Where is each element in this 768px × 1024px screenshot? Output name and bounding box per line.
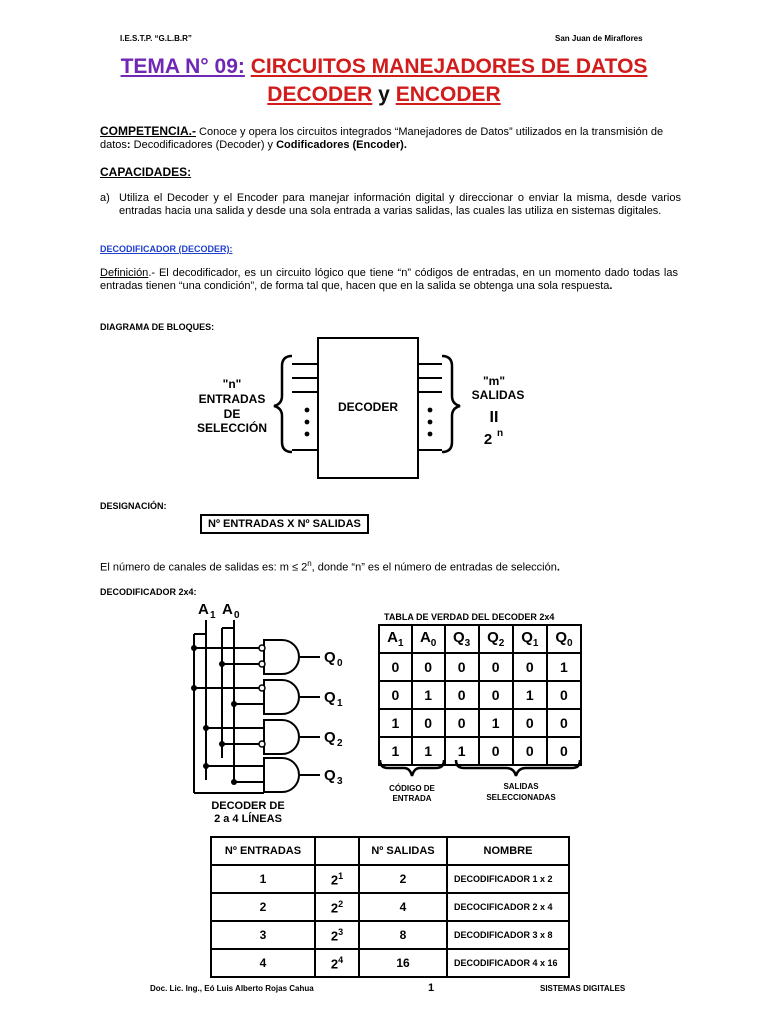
decoder2x4-heading: DECODIFICADOR 2x4: (100, 587, 197, 597)
truth-table-row (379, 709, 581, 737)
block-right-label-m: "m" (482, 374, 506, 388)
title-topic-name: CIRCUITOS MANEJADORES DE DATOS (250, 55, 648, 78)
output-q0-letter: Q (324, 649, 336, 666)
page-title-line2 (0, 80, 768, 110)
truth-table-row (379, 653, 581, 681)
truth-table-header-row (379, 625, 581, 653)
and-gate-q2 (264, 720, 320, 754)
outputs-label (466, 781, 576, 803)
block-left-label-de: DE (223, 407, 241, 421)
title-encoder: ENCODER (395, 83, 501, 106)
inversion-bubble (259, 741, 265, 747)
names-cell-out: 8 (359, 921, 447, 949)
inversion-bubble (259, 685, 265, 691)
names-cell-n: 2 (211, 893, 315, 921)
output-q2-sub: 2 (337, 738, 343, 749)
names-th-nombre: NOMBRE (447, 837, 569, 865)
names-cell-out: 16 (359, 949, 447, 977)
th-q2: $Q_2$ (479, 625, 513, 653)
title-topic-number: TEMA N° 09: (120, 55, 245, 78)
left-brace (274, 356, 292, 452)
cell: 0 (547, 681, 581, 709)
inversion-bubble (259, 661, 265, 667)
inversion-bubble (259, 645, 265, 651)
cell: 0 (479, 737, 513, 765)
block-left-label-n: "n" (222, 377, 242, 391)
block-right-label-exp: n (496, 428, 504, 439)
title-and: y (378, 83, 390, 106)
junction-dot (191, 645, 197, 651)
canales-exp: n (307, 559, 312, 568)
cell: 0 (513, 737, 547, 765)
block-left-label-entradas: ENTRADAS (198, 392, 266, 406)
cell: 1 (479, 709, 513, 737)
truth-table-row (379, 681, 581, 709)
junction-dot (231, 779, 237, 785)
names-cell-name: DECODIFICADOR 1 x 2 (447, 865, 569, 893)
names-table-row (211, 893, 569, 921)
canales-text1: El número de canales de salidas es: m ≤ 2 (100, 561, 308, 574)
canales-text2: , donde “n” es el número de entradas de selección (311, 561, 557, 574)
decoder-box-label: DECODER (337, 400, 399, 414)
cell: 0 (513, 653, 547, 681)
input-a0-letter: A (222, 601, 233, 618)
cell: 0 (412, 709, 445, 737)
definicion-text: .- El decodificador, es un circuito lógico que tiene “n” códigos de entradas, en un momento dado todas las entradas tienen “una condición”, de forma tal que, hacen que en la salida se obtenga una sola respuesta (100, 267, 678, 292)
ellipsis-dot (305, 408, 310, 413)
block-diagram (170, 330, 560, 482)
input-code-brace (380, 760, 444, 776)
block-right-label-salidas: SALIDAS (471, 388, 525, 402)
competencia-text1: Conoce y opera los circuitos integrados “Manejadores de Datos” utilizados en la transmisión de datos (100, 126, 664, 151)
block-right-label-equals: II (489, 409, 499, 426)
circuit-caption-line1: DECODER DE (211, 800, 285, 812)
th-q0: $Q_0$ (547, 625, 581, 653)
capacidades-item: Utiliza el Decoder y el Encoder para manejar información digital y direccionar o enviar la misma, desde varios entradas hacia una salida y desde una sola entrada a varias salidas, las cuales las utiliza en sistemas digitales. (119, 192, 681, 217)
designacion-heading: DESIGNACIÓN: (100, 501, 167, 511)
and-gate-q0 (264, 640, 320, 674)
junction-dot (191, 685, 197, 691)
ellipsis-dot (428, 420, 433, 425)
cell: 1 (445, 737, 479, 765)
names-cell-n: 4 (211, 949, 315, 977)
decoder-names-table (210, 836, 570, 978)
names-table-row (211, 865, 569, 893)
cell: 0 (445, 709, 479, 737)
names-th-entradas: Nº ENTRADAS (211, 837, 315, 865)
title-decoder: DECODER (267, 83, 373, 106)
and-gate-q3 (264, 758, 320, 792)
header-institution: I.E.S.T.P. “G.L.B.R” (120, 34, 192, 43)
cell: 0 (445, 681, 479, 709)
names-cell-n: 1 (211, 865, 315, 893)
ellipsis-dot (428, 432, 433, 437)
ellipsis-dot (305, 432, 310, 437)
cell: 0 (412, 653, 445, 681)
names-cell-name: DECOCIFICADOR 2 x 4 (447, 893, 569, 921)
cell: 0 (379, 681, 412, 709)
competencia-paragraph (100, 125, 675, 152)
cell: 0 (547, 709, 581, 737)
junction-dot (203, 763, 209, 769)
cell: 0 (379, 653, 412, 681)
names-cell-power: $2^3$ (315, 921, 359, 949)
definicion-period: . (609, 280, 613, 292)
diagrama-bloques-heading: DIAGRAMA DE BLOQUES: (100, 322, 215, 332)
footer-course: SISTEMAS DIGITALES (540, 984, 626, 993)
cell: 1 (379, 737, 412, 765)
names-cell-name: DECODIFICADOR 3 x 8 (447, 921, 569, 949)
truth-table-title: TABLA DE VERDAD DEL DECODER 2x4 (384, 612, 555, 622)
junction-dot (219, 741, 225, 747)
junction-dot (231, 701, 237, 707)
cell: 1 (513, 681, 547, 709)
truth-table (378, 624, 582, 766)
definicion-paragraph (100, 267, 678, 293)
output-q2-letter: Q (324, 729, 336, 746)
input-code-label-line2: ENTRADA (392, 794, 432, 803)
names-table-row (211, 921, 569, 949)
competencia-text3: Codificadores (Encoder). (276, 139, 407, 151)
names-cell-out: 2 (359, 865, 447, 893)
outputs-label-line1: SALIDAS (503, 782, 539, 791)
and-gate-q1 (264, 680, 320, 714)
output-q3-letter: Q (324, 767, 336, 784)
ellipsis-dot (305, 420, 310, 425)
canales-period: . (556, 561, 560, 574)
th-a0: $A_0$ (412, 625, 445, 653)
names-cell-out: 4 (359, 893, 447, 921)
th-a1: $A_1$ (379, 625, 412, 653)
names-th-salidas: Nº SALIDAS (359, 837, 447, 865)
input-code-label-line1: CÓDIGO DE (389, 784, 435, 793)
output-q1-letter: Q (324, 689, 336, 706)
th-q3: $Q_3$ (445, 625, 479, 653)
competencia-text2: Decodificadores (Decoder) y (130, 139, 277, 151)
circuit-caption-line2: 2 a 4 LÍNEAS (214, 813, 282, 825)
cell: 0 (445, 653, 479, 681)
capacidades-marker: a) (100, 192, 110, 204)
competencia-colon: : (126, 139, 131, 151)
cell: 0 (547, 737, 581, 765)
block-left-label-seleccion: SELECCIÓN (196, 421, 268, 435)
block-right-label-base: 2 (483, 431, 493, 448)
output-q0-sub: 0 (337, 658, 343, 669)
footer-page-number: 1 (428, 982, 435, 994)
th-q1: $Q_1$ (513, 625, 547, 653)
names-cell-name: DECODIFICADOR 4 x 16 (447, 949, 569, 977)
names-table-row (211, 949, 569, 977)
junction-dot (219, 661, 225, 667)
input-code-label (376, 784, 448, 804)
cell: 0 (479, 681, 513, 709)
ellipsis-dot (428, 408, 433, 413)
cell: 1 (412, 737, 445, 765)
capacidades-heading: CAPACIDADES: (100, 165, 192, 179)
output-q1-sub: 1 (337, 698, 343, 709)
decoder-2x4-circuit (182, 598, 362, 828)
right-brace (442, 356, 460, 452)
competencia-label: COMPETENCIA.- (100, 124, 196, 138)
output-q3-sub: 3 (337, 776, 343, 787)
names-cell-n: 3 (211, 921, 315, 949)
header-location: San Juan de Miraflores (555, 34, 643, 43)
names-cell-power: $2^1$ (315, 865, 359, 893)
junction-dot (203, 725, 209, 731)
input-a0-sub: 0 (234, 610, 240, 621)
cell: 1 (412, 681, 445, 709)
names-th-power (315, 837, 359, 865)
input-a1-sub: 1 (210, 610, 216, 621)
outputs-brace (456, 760, 580, 776)
cell: 0 (479, 653, 513, 681)
page-title-line1 (0, 52, 768, 82)
names-cell-power: $2^4$ (315, 949, 359, 977)
cell: 1 (379, 709, 412, 737)
canales-sentence (100, 557, 560, 575)
outputs-label-line2: SELECCIONADAS (486, 793, 556, 802)
decodificador-heading: DECODIFICADOR (DECODER): (100, 244, 233, 254)
definicion-label: Definición (100, 267, 149, 279)
footer-author: Doc. Lic. Ing., Eó Luis Alberto Rojas Cahua (150, 984, 314, 993)
names-cell-power: $2^2$ (315, 893, 359, 921)
names-table-header-row (211, 837, 569, 865)
cell: 1 (547, 653, 581, 681)
input-a1-letter: A (198, 601, 209, 618)
cell: 0 (513, 709, 547, 737)
designacion-box: Nº ENTRADAS X Nº SALIDAS (200, 514, 369, 534)
